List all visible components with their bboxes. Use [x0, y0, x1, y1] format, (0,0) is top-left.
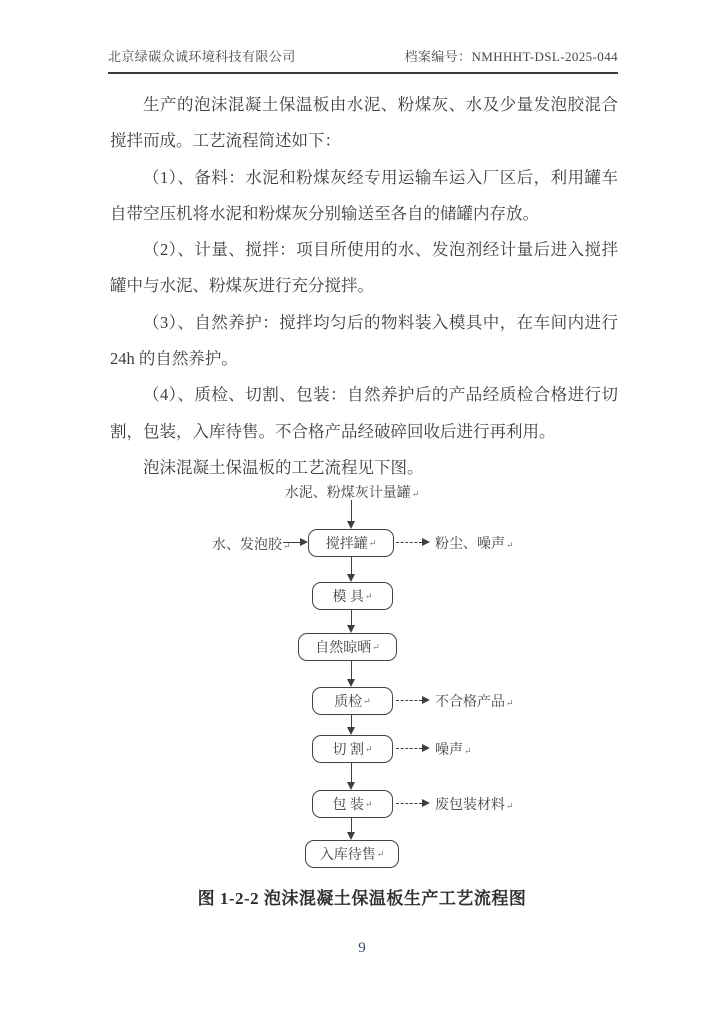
paragraph-figure-ref: 泡沫混凝土保温板的工艺流程见下图。	[143, 457, 424, 477]
paragraph-step-1: （1）、备料：水泥和粉煤灰经专用运输车运入厂区后，利用罐车自带空压机将水泥和粉煤灰分别输送至各自的储罐内存放。	[110, 167, 618, 223]
right-arrow-icon	[283, 542, 300, 543]
archive-number: 档案编号：NMHHHT-DSL-2025-044	[404, 49, 618, 64]
paragraph-step-3: （3）、自然养护：搅拌均匀后的物料装入模具中，在车间内进行 24h 的自然养护。	[110, 312, 618, 369]
flow-step-packing: 包 装 ↵	[312, 790, 393, 818]
flow-step-mold: 模 具 ↵	[312, 582, 393, 610]
down-arrow-icon	[351, 763, 352, 782]
return-mark-icon: ↵	[506, 801, 514, 811]
dashed-right-arrow-icon	[396, 700, 422, 701]
paragraph-step-4: （4）、质检、切割、包装：自然养护后的产品经质检合格进行切割，包装，入库待售。不合格产品经破碎回收后进行再利用。	[110, 385, 618, 441]
down-arrow-icon	[351, 818, 352, 832]
return-mark-icon: ↵	[376, 848, 385, 859]
return-mark-icon: ↵	[506, 698, 514, 708]
flowchart-input-label: 水、发泡胶↵	[212, 538, 291, 553]
paragraph-intro: 生产的泡沫混凝土保温板由水泥、粉煤灰、水及少量发泡胶混合搅拌而成。工艺流程简述如下：	[110, 95, 618, 151]
flow-step-storage-sale: 入库待售 ↵	[305, 840, 399, 868]
figure-caption: 图 1-2-2 泡沫混凝土保温板生产工艺流程图	[197, 889, 527, 908]
flowchart-source-label: 水泥、粉煤灰计量罐↵	[284, 486, 420, 501]
down-arrow-icon	[351, 661, 352, 679]
flow-step-natural-drying: 自然晾晒 ↵	[298, 633, 397, 661]
process-flowchart	[0, 478, 724, 874]
down-arrow-icon	[351, 557, 352, 574]
flow-step-cutting: 切 割 ↵	[312, 735, 393, 763]
emission-label-dust-noise: 粉尘、噪声↵	[435, 537, 514, 552]
return-mark-icon: ↵	[283, 541, 291, 551]
down-arrow-icon	[351, 715, 352, 727]
page-number: 9	[358, 940, 366, 956]
return-mark-icon: ↵	[368, 537, 377, 548]
flow-step-mixing-tank: 搅拌罐 ↵	[308, 529, 394, 557]
flow-step-quality-check: 质检 ↵	[312, 687, 393, 715]
return-mark-icon: ↵	[364, 743, 373, 754]
emission-label-rejects: 不合格产品↵	[435, 695, 514, 710]
dashed-right-arrow-icon	[396, 803, 422, 804]
return-mark-icon: ↵	[372, 641, 380, 652]
emission-label-noise: 噪声↵	[435, 743, 472, 758]
down-arrow-icon	[351, 500, 352, 521]
paragraph-step-2: （2）、计量、搅拌：项目所使用的水、发泡剂经计量后进入搅拌罐中与水泥、粉煤灰进行充分搅拌。	[110, 240, 618, 296]
return-mark-icon: ↵	[464, 746, 472, 756]
dashed-right-arrow-icon	[396, 748, 422, 749]
return-mark-icon: ↵	[364, 590, 373, 601]
return-mark-icon: ↵	[363, 695, 371, 706]
body-text	[110, 87, 618, 486]
dashed-right-arrow-icon	[396, 542, 422, 543]
return-mark-icon: ↵	[364, 798, 373, 809]
emission-label-waste-packaging: 废包装材料↵	[435, 798, 514, 813]
down-arrow-icon	[351, 610, 352, 625]
return-mark-icon: ↵	[506, 540, 514, 550]
page-header	[108, 46, 618, 74]
company-name: 北京绿碳众诚环境科技有限公司	[108, 49, 296, 64]
return-mark-icon: ↵	[411, 489, 420, 499]
